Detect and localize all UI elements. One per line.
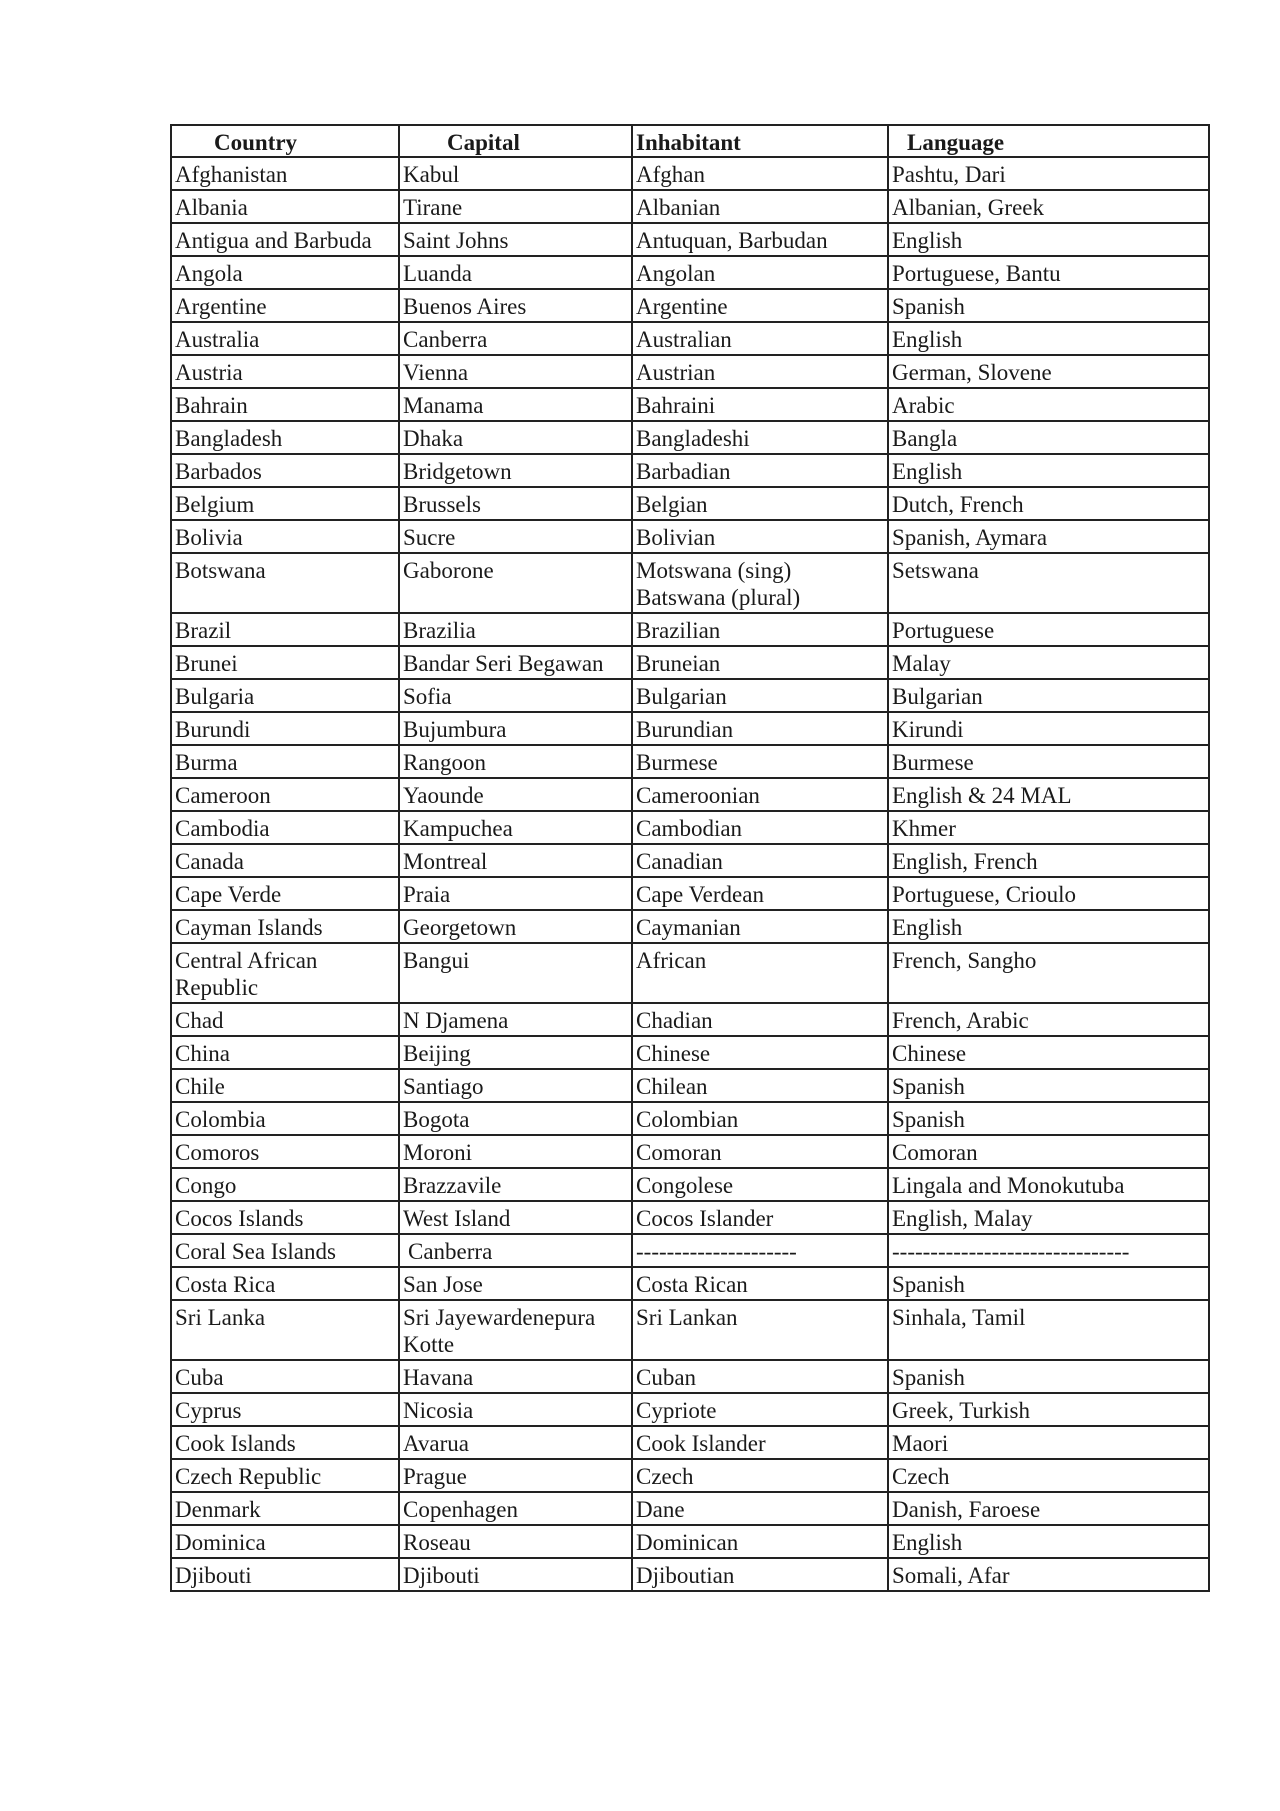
table-row <box>171 1234 1209 1267</box>
cell-inhabitant: --------------------- <box>632 1234 888 1267</box>
table-row <box>171 1558 1209 1591</box>
cell-country: Canada <box>171 844 399 877</box>
cell-capital: Gaborone <box>399 553 632 613</box>
cell-language: Dutch, French <box>888 487 1209 520</box>
cell-language: English <box>888 454 1209 487</box>
cell-inhabitant: Bahraini <box>632 388 888 421</box>
table-row <box>171 778 1209 811</box>
cell-capital: Roseau <box>399 1525 632 1558</box>
cell-language: Portuguese <box>888 613 1209 646</box>
table-row <box>171 1525 1209 1558</box>
cell-inhabitant: Argentine <box>632 289 888 322</box>
cell-language: Spanish, Aymara <box>888 520 1209 553</box>
cell-country: Cameroon <box>171 778 399 811</box>
cell-country: Congo <box>171 1168 399 1201</box>
cell-inhabitant: Belgian <box>632 487 888 520</box>
cell-inhabitant: Burundian <box>632 712 888 745</box>
cell-inhabitant: Dominican <box>632 1525 888 1558</box>
cell-language: Albanian, Greek <box>888 190 1209 223</box>
cell-language: Kirundi <box>888 712 1209 745</box>
cell-language: Spanish <box>888 1102 1209 1135</box>
cell-country: Austria <box>171 355 399 388</box>
cell-country: Comoros <box>171 1135 399 1168</box>
cell-capital: West Island <box>399 1201 632 1234</box>
cell-language: Portuguese, Bantu <box>888 256 1209 289</box>
cell-inhabitant: Chinese <box>632 1036 888 1069</box>
cell-language: English, French <box>888 844 1209 877</box>
cell-capital: Luanda <box>399 256 632 289</box>
cell-language: Sinhala, Tamil <box>888 1300 1209 1360</box>
cell-capital: Manama <box>399 388 632 421</box>
cell-language: Chinese <box>888 1036 1209 1069</box>
table-row <box>171 157 1209 190</box>
table-row <box>171 1393 1209 1426</box>
cell-language: Spanish <box>888 289 1209 322</box>
cell-language: Bulgarian <box>888 679 1209 712</box>
cell-capital: Kampuchea <box>399 811 632 844</box>
cell-country: Antigua and Barbuda <box>171 223 399 256</box>
cell-inhabitant: African <box>632 943 888 1003</box>
cell-country: Australia <box>171 322 399 355</box>
table-row <box>171 553 1209 613</box>
cell-country: Chad <box>171 1003 399 1036</box>
cell-language: French, Arabic <box>888 1003 1209 1036</box>
cell-language: English <box>888 1525 1209 1558</box>
cell-capital: Bangui <box>399 943 632 1003</box>
cell-inhabitant: Czech <box>632 1459 888 1492</box>
cell-country: Cayman Islands <box>171 910 399 943</box>
cell-capital: Avarua <box>399 1426 632 1459</box>
table-row <box>171 190 1209 223</box>
cell-country: Cocos Islands <box>171 1201 399 1234</box>
header-country: Country <box>171 125 399 157</box>
cell-country: Argentine <box>171 289 399 322</box>
table-row <box>171 1102 1209 1135</box>
cell-country: Bolivia <box>171 520 399 553</box>
cell-country: Barbados <box>171 454 399 487</box>
cell-language: French, Sangho <box>888 943 1209 1003</box>
cell-inhabitant: Antuquan, Barbudan <box>632 223 888 256</box>
cell-country: Belgium <box>171 487 399 520</box>
cell-capital: Santiago <box>399 1069 632 1102</box>
cell-capital: Dhaka <box>399 421 632 454</box>
cell-language: Maori <box>888 1426 1209 1459</box>
table-row <box>171 943 1209 1003</box>
cell-language: Arabic <box>888 388 1209 421</box>
table-row <box>171 811 1209 844</box>
cell-language: Burmese <box>888 745 1209 778</box>
cell-capital: Brussels <box>399 487 632 520</box>
cell-language: Pashtu, Dari <box>888 157 1209 190</box>
cell-inhabitant: Australian <box>632 322 888 355</box>
cell-capital: Rangoon <box>399 745 632 778</box>
cell-inhabitant: Bolivian <box>632 520 888 553</box>
cell-capital: San Jose <box>399 1267 632 1300</box>
cell-country: Brunei <box>171 646 399 679</box>
table-row <box>171 745 1209 778</box>
cell-language: Comoran <box>888 1135 1209 1168</box>
cell-language: Portuguese, Crioulo <box>888 877 1209 910</box>
cell-inhabitant: Cypriote <box>632 1393 888 1426</box>
cell-country: Burma <box>171 745 399 778</box>
header-inhabitant: Inhabitant <box>632 125 888 157</box>
cell-capital: Djibouti <box>399 1558 632 1591</box>
cell-country: Central African Republic <box>171 943 399 1003</box>
cell-country: Brazil <box>171 613 399 646</box>
cell-country: Djibouti <box>171 1558 399 1591</box>
cell-capital: Tirane <box>399 190 632 223</box>
table-row <box>171 1360 1209 1393</box>
cell-inhabitant: Cameroonian <box>632 778 888 811</box>
cell-capital: Sri Jayewardenepura Kotte <box>399 1300 632 1360</box>
cell-inhabitant: Cape Verdean <box>632 877 888 910</box>
cell-inhabitant: Dane <box>632 1492 888 1525</box>
table-row <box>171 1300 1209 1360</box>
cell-language: ------------------------------- <box>888 1234 1209 1267</box>
header-row <box>171 125 1209 157</box>
cell-inhabitant: Motswana (sing) Batswana (plural) <box>632 553 888 613</box>
cell-capital: Buenos Aires <box>399 289 632 322</box>
cell-inhabitant: Sri Lankan <box>632 1300 888 1360</box>
table-row <box>171 1135 1209 1168</box>
table-row <box>171 388 1209 421</box>
cell-inhabitant: Bulgarian <box>632 679 888 712</box>
table-row <box>171 454 1209 487</box>
cell-inhabitant: Afghan <box>632 157 888 190</box>
cell-country: Burundi <box>171 712 399 745</box>
cell-language: Setswana <box>888 553 1209 613</box>
cell-inhabitant: Bruneian <box>632 646 888 679</box>
cell-inhabitant: Brazilian <box>632 613 888 646</box>
cell-capital: Nicosia <box>399 1393 632 1426</box>
table-row <box>171 256 1209 289</box>
cell-inhabitant: Caymanian <box>632 910 888 943</box>
cell-country: Czech Republic <box>171 1459 399 1492</box>
table-row <box>171 679 1209 712</box>
cell-inhabitant: Canadian <box>632 844 888 877</box>
cell-capital: Praia <box>399 877 632 910</box>
cell-capital: Vienna <box>399 355 632 388</box>
cell-capital: Bandar Seri Begawan <box>399 646 632 679</box>
cell-country: Dominica <box>171 1525 399 1558</box>
cell-language: Danish, Faroese <box>888 1492 1209 1525</box>
cell-capital: Brazzavile <box>399 1168 632 1201</box>
table-row <box>171 520 1209 553</box>
table-row <box>171 1036 1209 1069</box>
cell-capital: Havana <box>399 1360 632 1393</box>
cell-language: Lingala and Monokutuba <box>888 1168 1209 1201</box>
table-row <box>171 487 1209 520</box>
cell-inhabitant: Comoran <box>632 1135 888 1168</box>
cell-language: Bangla <box>888 421 1209 454</box>
cell-inhabitant: Bangladeshi <box>632 421 888 454</box>
table-row <box>171 1168 1209 1201</box>
table-header <box>171 125 1209 157</box>
cell-language: German, Slovene <box>888 355 1209 388</box>
cell-country: Bahrain <box>171 388 399 421</box>
cell-capital: Beijing <box>399 1036 632 1069</box>
table-row <box>171 1069 1209 1102</box>
cell-inhabitant: Albanian <box>632 190 888 223</box>
table-row <box>171 322 1209 355</box>
cell-capital: Prague <box>399 1459 632 1492</box>
cell-inhabitant: Cook Islander <box>632 1426 888 1459</box>
table-row <box>171 1201 1209 1234</box>
cell-country: Cape Verde <box>171 877 399 910</box>
cell-capital: Bujumbura <box>399 712 632 745</box>
cell-language: Khmer <box>888 811 1209 844</box>
cell-capital: Kabul <box>399 157 632 190</box>
cell-language: Somali, Afar <box>888 1558 1209 1591</box>
header-language: Language <box>888 125 1209 157</box>
cell-inhabitant: Djiboutian <box>632 1558 888 1591</box>
table-row <box>171 646 1209 679</box>
table-row <box>171 1426 1209 1459</box>
cell-inhabitant: Burmese <box>632 745 888 778</box>
cell-inhabitant: Barbadian <box>632 454 888 487</box>
cell-language: Spanish <box>888 1360 1209 1393</box>
cell-inhabitant: Chadian <box>632 1003 888 1036</box>
cell-country: China <box>171 1036 399 1069</box>
cell-inhabitant: Austrian <box>632 355 888 388</box>
cell-country: Cook Islands <box>171 1426 399 1459</box>
table-row <box>171 1459 1209 1492</box>
cell-language: Greek, Turkish <box>888 1393 1209 1426</box>
cell-language: Czech <box>888 1459 1209 1492</box>
cell-capital: Montreal <box>399 844 632 877</box>
cell-capital: Saint Johns <box>399 223 632 256</box>
cell-capital: Moroni <box>399 1135 632 1168</box>
table-row <box>171 712 1209 745</box>
cell-country: Chile <box>171 1069 399 1102</box>
table-row <box>171 1267 1209 1300</box>
table-body <box>171 157 1209 1591</box>
header-capital: Capital <box>399 125 632 157</box>
cell-capital: Canberra <box>399 322 632 355</box>
table-row <box>171 1492 1209 1525</box>
table-row <box>171 355 1209 388</box>
cell-language: English <box>888 910 1209 943</box>
cell-inhabitant: Cuban <box>632 1360 888 1393</box>
cell-language: Spanish <box>888 1267 1209 1300</box>
cell-country: Bangladesh <box>171 421 399 454</box>
cell-language: English <box>888 223 1209 256</box>
cell-language: English, Malay <box>888 1201 1209 1234</box>
cell-language: Spanish <box>888 1069 1209 1102</box>
cell-country: Botswana <box>171 553 399 613</box>
cell-country: Denmark <box>171 1492 399 1525</box>
cell-language: English <box>888 322 1209 355</box>
cell-capital: Yaounde <box>399 778 632 811</box>
table-row <box>171 1003 1209 1036</box>
cell-language: Malay <box>888 646 1209 679</box>
cell-capital: Copenhagen <box>399 1492 632 1525</box>
table-row <box>171 844 1209 877</box>
cell-capital: Sofia <box>399 679 632 712</box>
countries-table <box>170 124 1210 1592</box>
cell-capital: N Djamena <box>399 1003 632 1036</box>
cell-inhabitant: Chilean <box>632 1069 888 1102</box>
table-row <box>171 289 1209 322</box>
cell-country: Albania <box>171 190 399 223</box>
cell-inhabitant: Costa Rican <box>632 1267 888 1300</box>
cell-country: Cyprus <box>171 1393 399 1426</box>
cell-inhabitant: Cambodian <box>632 811 888 844</box>
cell-capital: Bridgetown <box>399 454 632 487</box>
cell-country: Colombia <box>171 1102 399 1135</box>
cell-country: Cuba <box>171 1360 399 1393</box>
table-row <box>171 223 1209 256</box>
cell-country: Costa Rica <box>171 1267 399 1300</box>
cell-inhabitant: Cocos Islander <box>632 1201 888 1234</box>
cell-inhabitant: Congolese <box>632 1168 888 1201</box>
cell-capital: Bogota <box>399 1102 632 1135</box>
cell-country: Bulgaria <box>171 679 399 712</box>
cell-country: Coral Sea Islands <box>171 1234 399 1267</box>
cell-language: English & 24 MAL <box>888 778 1209 811</box>
table-row <box>171 877 1209 910</box>
table-row <box>171 421 1209 454</box>
cell-country: Afghanistan <box>171 157 399 190</box>
cell-inhabitant: Angolan <box>632 256 888 289</box>
cell-capital: Georgetown <box>399 910 632 943</box>
cell-country: Angola <box>171 256 399 289</box>
cell-country: Cambodia <box>171 811 399 844</box>
cell-capital: Brazilia <box>399 613 632 646</box>
cell-capital: Sucre <box>399 520 632 553</box>
cell-inhabitant: Colombian <box>632 1102 888 1135</box>
table-row <box>171 613 1209 646</box>
cell-capital: Canberra <box>399 1234 632 1267</box>
table-row <box>171 910 1209 943</box>
cell-country: Sri Lanka <box>171 1300 399 1360</box>
